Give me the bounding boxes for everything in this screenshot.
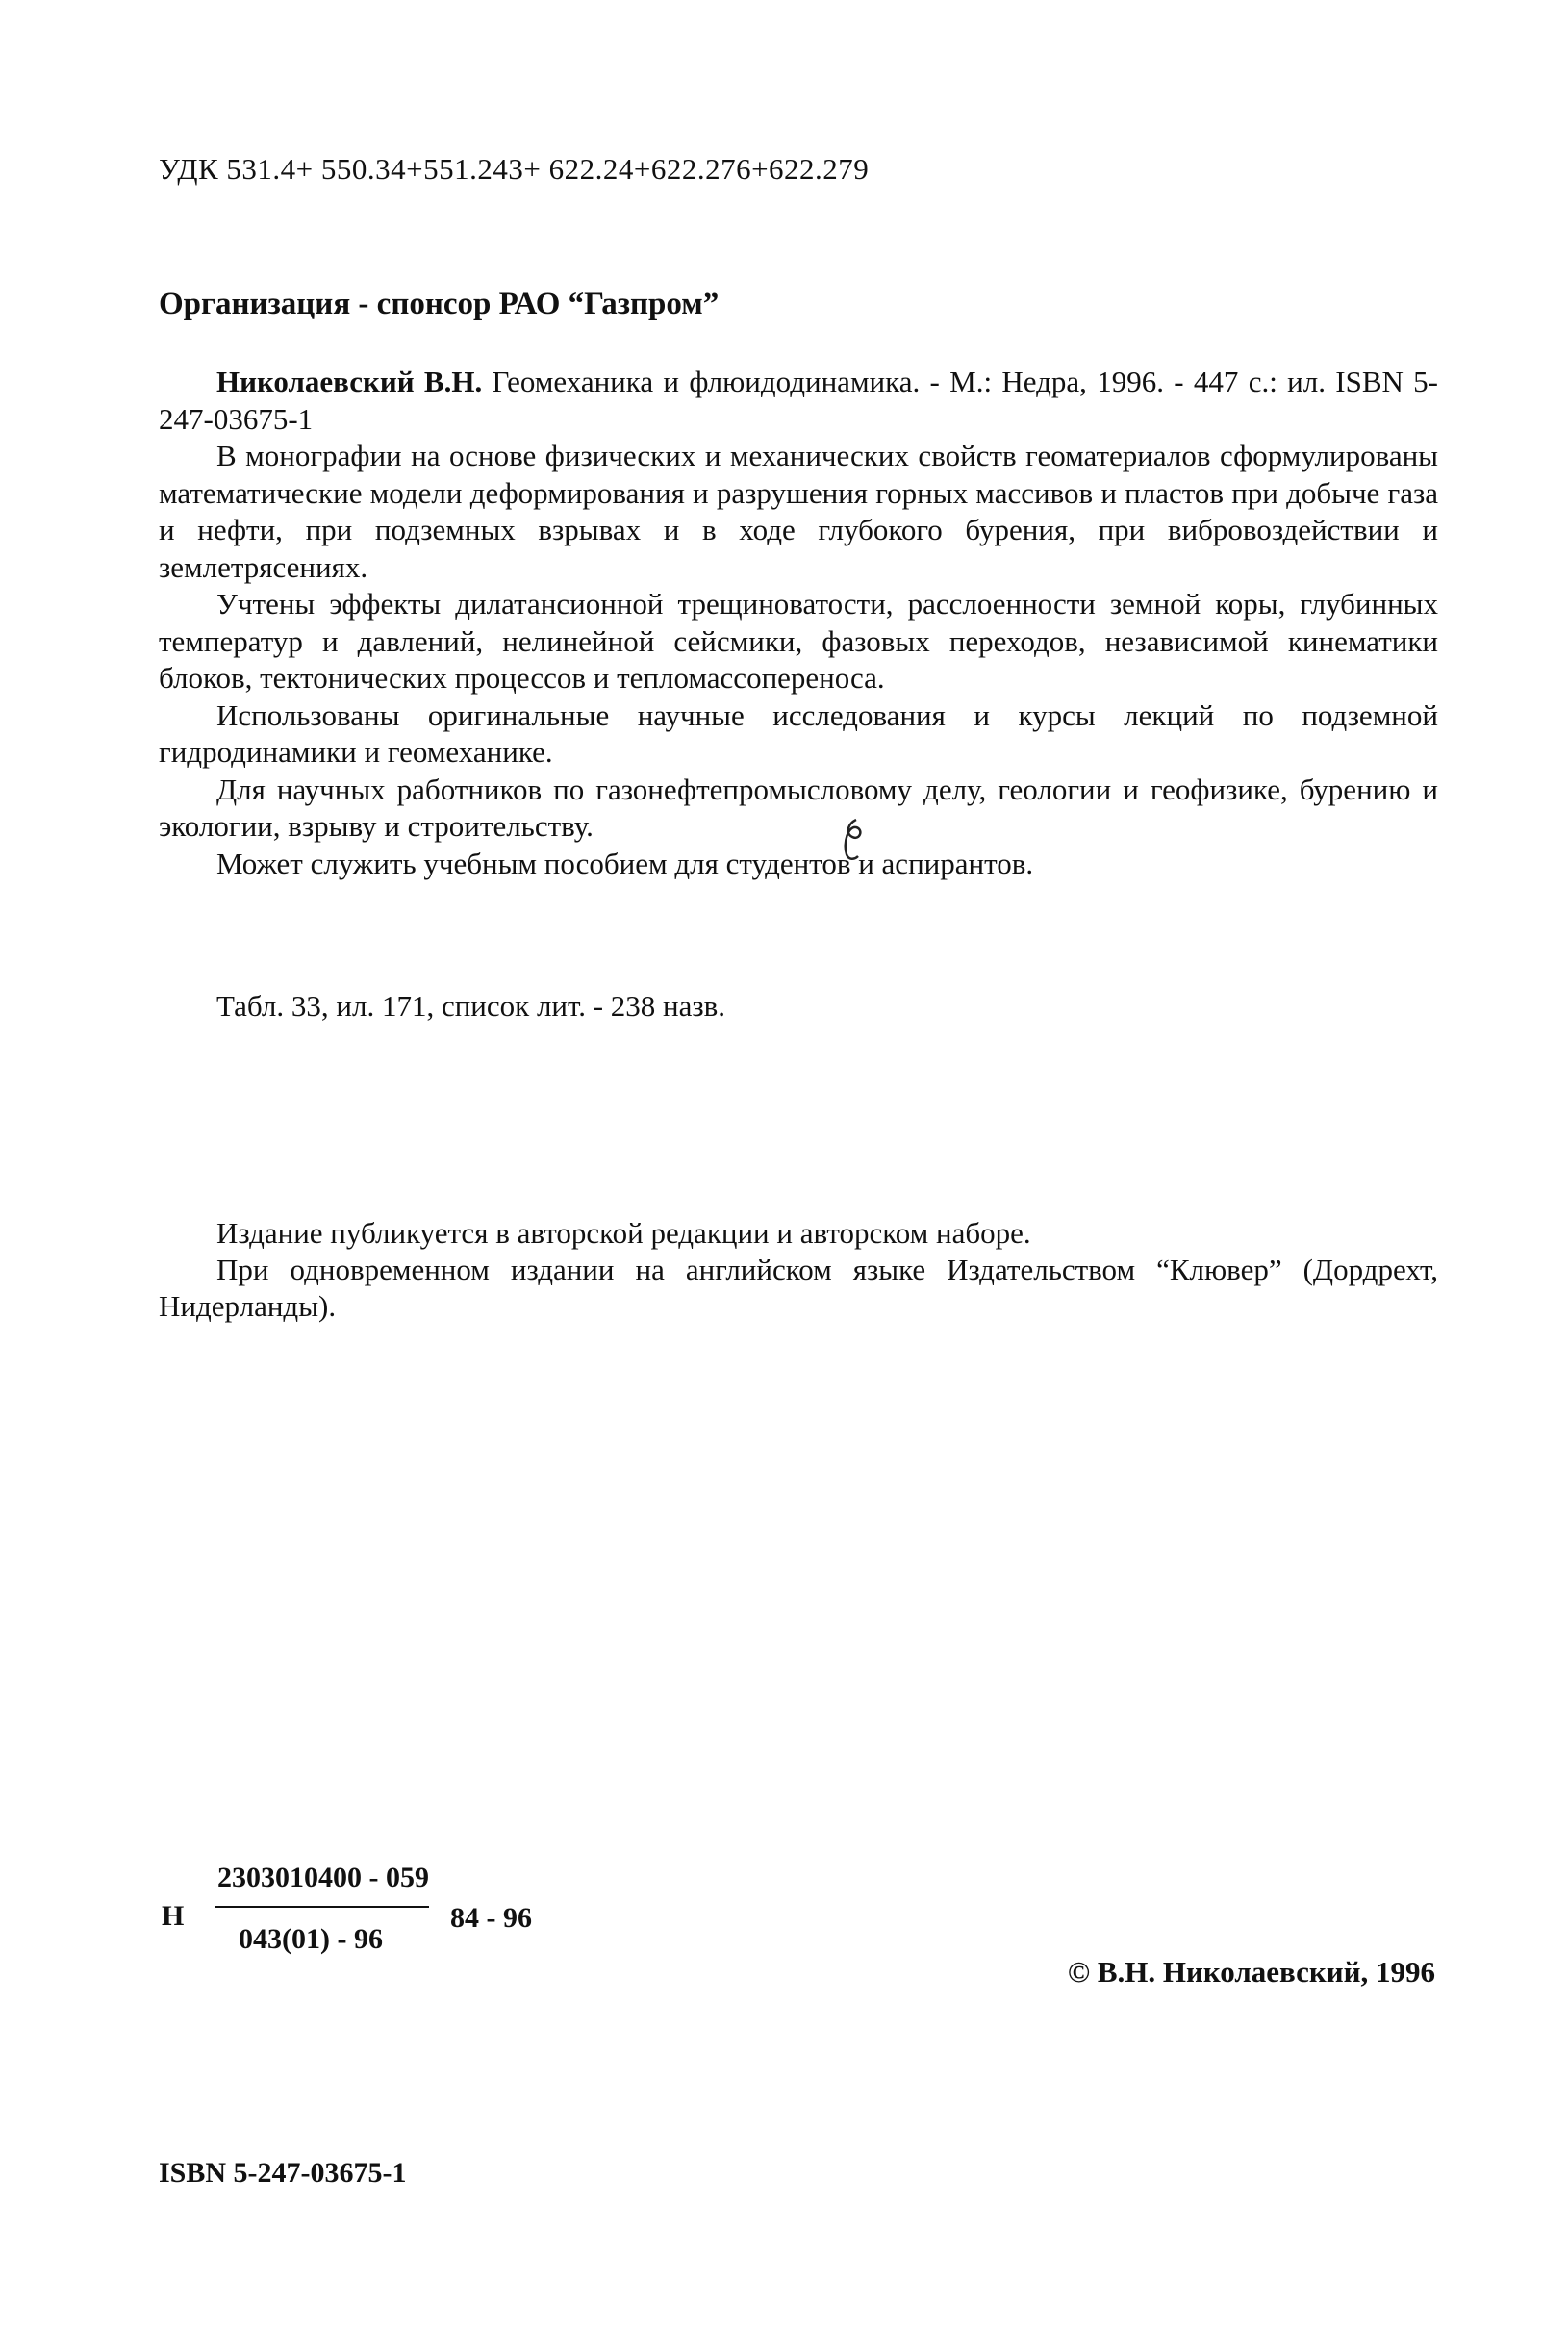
edition-note: Издание публикуется в авторской редакции и авторском наборе. [216, 1216, 1031, 1250]
edition-notes [159, 1215, 1438, 1325]
publisher-code-numerator: 2303010400 - 059 [217, 1862, 429, 1893]
abstract-paragraph: Учтены эффекты дилатансионной трещиноватости, расслоенности земной коры, глубинных температур и давлений, нелинейной сейсмики, фазовых переходов, независимой кинематики блоков, тектонических процессов и тепломассопереноса. [159, 587, 1438, 695]
tables-note: Табл. 33, ил. 171, список лит. - 238 назв. [216, 989, 726, 1023]
abstract-paragraph: В монографии на основе физических и механических свойств геоматериалов сформулированы математические модели деформирования и разрушения горных массивов и пластов при добыче газа и нефти, при подземных взрывах и в ходе глубокого бурения, при вибровоздействии и землетрясениях. [159, 439, 1438, 584]
udk-line: УДК 531.4+ 550.34+551.243+ 622.24+622.276+622.279 [159, 152, 870, 186]
handwritten-correction-mark [835, 816, 873, 864]
author-name: Николаевский В.Н. [216, 365, 483, 398]
abstract-paragraph: Может служить учебным пособием для студентов и аспирантов. [216, 846, 1034, 880]
abstract-block [159, 364, 1438, 882]
abstract-paragraph: Использованы оригинальные научные исследования и курсы лекций по подземной гидродинамики и геомеханике. [159, 697, 1438, 769]
publisher-code-denominator: 043(01) - 96 [239, 1923, 383, 1955]
bibliographic-details: Геомеханика и флюидодинамика. - М.: Недра, 1996. - 447 с.: ил. ISBN 5-247-03675-1 [159, 365, 1439, 436]
edition-note: При одновременном издании на английском языке Издательством “Клювер” (Дордрехт, Нидерланды). [159, 1253, 1438, 1323]
copyright-line: © В.Н. Николаевский, 1996 [1067, 1955, 1435, 1989]
sponsor-line: Организация - спонсор РАО “Газпром” [159, 287, 720, 321]
publisher-code-letter: Н [162, 1900, 185, 1932]
bibliographic-entry [159, 364, 1438, 438]
abstract-paragraph: Для научных работников по газонефтепромысловому делу, геологии и геофизике, бурению и экологии, взрыву и строительству. [159, 772, 1438, 843]
isbn-line: ISBN 5-247-03675-1 [159, 2157, 407, 2189]
fraction-bar [215, 1906, 429, 1908]
publisher-code-suffix: 84 - 96 [450, 1902, 532, 1934]
publisher-code [162, 1862, 623, 1967]
